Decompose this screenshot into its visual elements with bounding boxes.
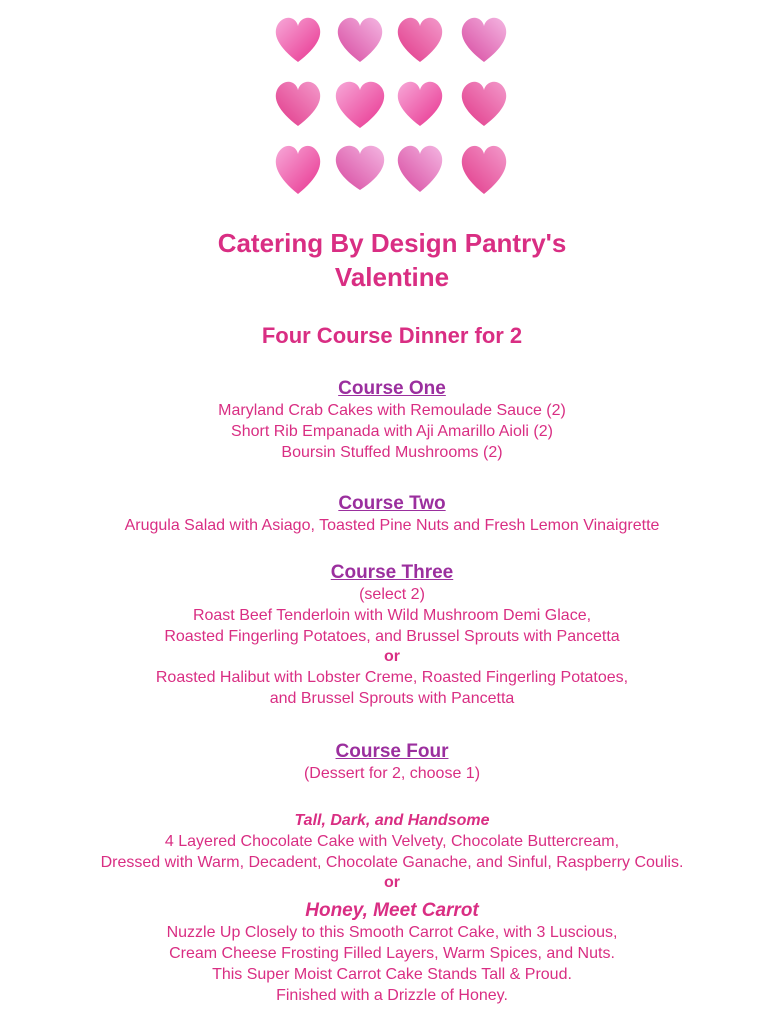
dessert-line: Dressed with Warm, Decadent, Chocolate Ganache, and Sinful, Raspberry Coulis.: [100, 854, 684, 871]
heart-icon: [398, 146, 442, 192]
course-three-section: [0, 562, 784, 709]
heart-icon: [338, 18, 382, 62]
or-separator: or: [384, 874, 400, 891]
heart-icon: [276, 82, 320, 126]
course-two-section: [0, 493, 784, 536]
heart-icon: [398, 82, 442, 126]
dessert-line: This Super Moist Carrot Cake Stands Tall & Proud.: [212, 966, 572, 983]
menu-item: Maryland Crab Cakes with Remoulade Sauce (2): [218, 402, 566, 419]
course-note: (Dessert for 2, choose 1): [303, 765, 481, 782]
dessert-one: [0, 810, 784, 893]
course-one-section: [0, 378, 784, 463]
heart-icon: [462, 82, 506, 126]
menu-item: Arugula Salad with Asiago, Toasted Pine Nuts and Fresh Lemon Vinaigrette: [124, 517, 660, 534]
course-three-heading: Course Three: [330, 562, 454, 583]
menu-item: Boursin Stuffed Mushrooms (2): [281, 444, 503, 461]
menu-item: Roast Beef Tenderloin with Wild Mushroom Demi Glace,: [192, 607, 592, 624]
menu-item: Roasted Fingerling Potatoes, and Brussel Sprouts with Pancetta: [164, 628, 620, 645]
title-line: Valentine: [334, 262, 450, 292]
course-four-heading: Course Four: [335, 741, 449, 762]
heart-icon: [276, 146, 320, 194]
heart-icon: [276, 18, 320, 62]
dessert-line: 4 Layered Chocolate Cake with Velvety, Chocolate Buttercream,: [164, 833, 620, 850]
course-one-heading: Course One: [338, 378, 446, 399]
course-four-section: [0, 741, 784, 784]
heart-icon: [336, 82, 384, 128]
heart-icon: [462, 18, 506, 62]
menu-item: Short Rib Empanada with Aji Amarillo Aioli (2): [231, 423, 553, 440]
heart-icon-grid: [268, 12, 516, 204]
heart-icon: [462, 146, 506, 194]
dessert-name: Tall, Dark, and Handsome: [294, 812, 490, 829]
dessert-line: Finished with a Drizzle of Honey.: [276, 987, 508, 1004]
hearts-image: [268, 12, 516, 204]
dessert-name: Honey, Meet Carrot: [305, 900, 479, 921]
heart-icon: [336, 146, 384, 190]
menu-item: Roasted Halibut with Lobster Creme, Roasted Fingerling Potatoes,: [155, 669, 629, 686]
or-separator: or: [384, 648, 400, 665]
dessert-line: Cream Cheese Frosting Filled Layers, Warm Spices, and Nuts.: [169, 945, 615, 962]
dessert-line: Nuzzle Up Closely to this Smooth Carrot Cake, with 3 Luscious,: [166, 924, 618, 941]
menu-item: and Brussel Sprouts with Pancetta: [269, 690, 515, 707]
page-subtitle: Four Course Dinner for 2: [261, 323, 523, 348]
page-title: [0, 226, 784, 294]
title-line: Catering By Design Pantry's: [217, 228, 567, 258]
course-two-heading: Course Two: [338, 493, 446, 514]
course-note: (select 2): [359, 586, 425, 603]
heart-icon: [398, 18, 442, 62]
dessert-two: [0, 900, 784, 1006]
